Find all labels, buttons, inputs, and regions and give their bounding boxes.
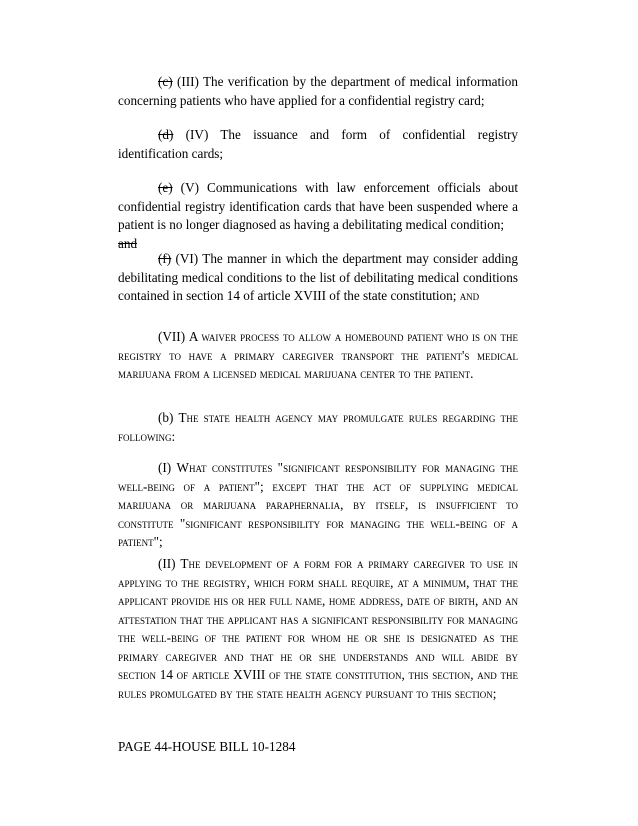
paragraph-number: (b) [158, 410, 179, 425]
page-footer: PAGE 44-HOUSE BILL 10-1284 [118, 739, 296, 754]
paragraph-vii [118, 328, 518, 384]
paragraph-number: (I) [158, 460, 177, 475]
paragraph-i [118, 459, 518, 552]
struck-letter: (f) [158, 251, 172, 266]
added-text: A waiver process to allow a homebound patient who is on the registry to have a primary caregiver transport the patient's medical marijuana from a licensed medical marijuana center to the patient. [118, 329, 519, 381]
added-text: and [459, 288, 480, 303]
struck-letter: (c) [158, 74, 173, 89]
added-text: What constitutes "significant responsibility for managing the well-being of a patient"; except that the act of supplying medical marijuana or marijuana paraphernalia, by itself, is insufficient to constitute "significant responsibility for managing the well-being of a patient"; [118, 460, 518, 549]
paragraph-iii [118, 73, 518, 110]
paragraph-ii [118, 555, 518, 703]
paragraph-number: (VII) [158, 329, 189, 344]
struck-letter: (e) [158, 180, 173, 195]
added-text: The development of a form for a primary caregiver to use in applying to the registry, which form shall require, at a minimum, that the applicant provide his or her full name, home address, date of birth, and an attestation that the applicant has a significant responsibility for managing the well-being of the patient for whom he or she is designated as the primary caregiver and that he or she understands and will abide by section 14 of article XVIII of the state constitution, this section, and the rules promulgated by the state health agency pursuant to this section; [118, 556, 518, 701]
paragraph-text: (V) Communications with law enforcement officials about confidential registry identification cards that have been suspended where a patient is no longer diagnosed as having a debilitating medical condition; [118, 180, 518, 232]
struck-letter: (d) [158, 127, 174, 142]
paragraph-text: (IV) The issuance and form of confidential registry identification cards; [118, 127, 518, 161]
paragraph-vi [118, 250, 518, 306]
paragraph-text: (III) The verification by the department of medical information concerning patients who have applied for a confidential registry card; [118, 74, 518, 108]
paragraph-v [118, 179, 518, 253]
paragraph-number: (II) [158, 556, 181, 571]
paragraph-b [118, 409, 518, 446]
paragraph-iv [118, 126, 518, 163]
struck-tail: and [118, 235, 138, 251]
added-text: The state health agency may promulgate rules regarding the following: [118, 410, 518, 444]
paragraph-text: (VI) The manner in which the department may consider adding debilitating medical conditions to the list of debilitating medical conditions contained in section 14 of article XVIII of the state constitution; [118, 251, 518, 303]
